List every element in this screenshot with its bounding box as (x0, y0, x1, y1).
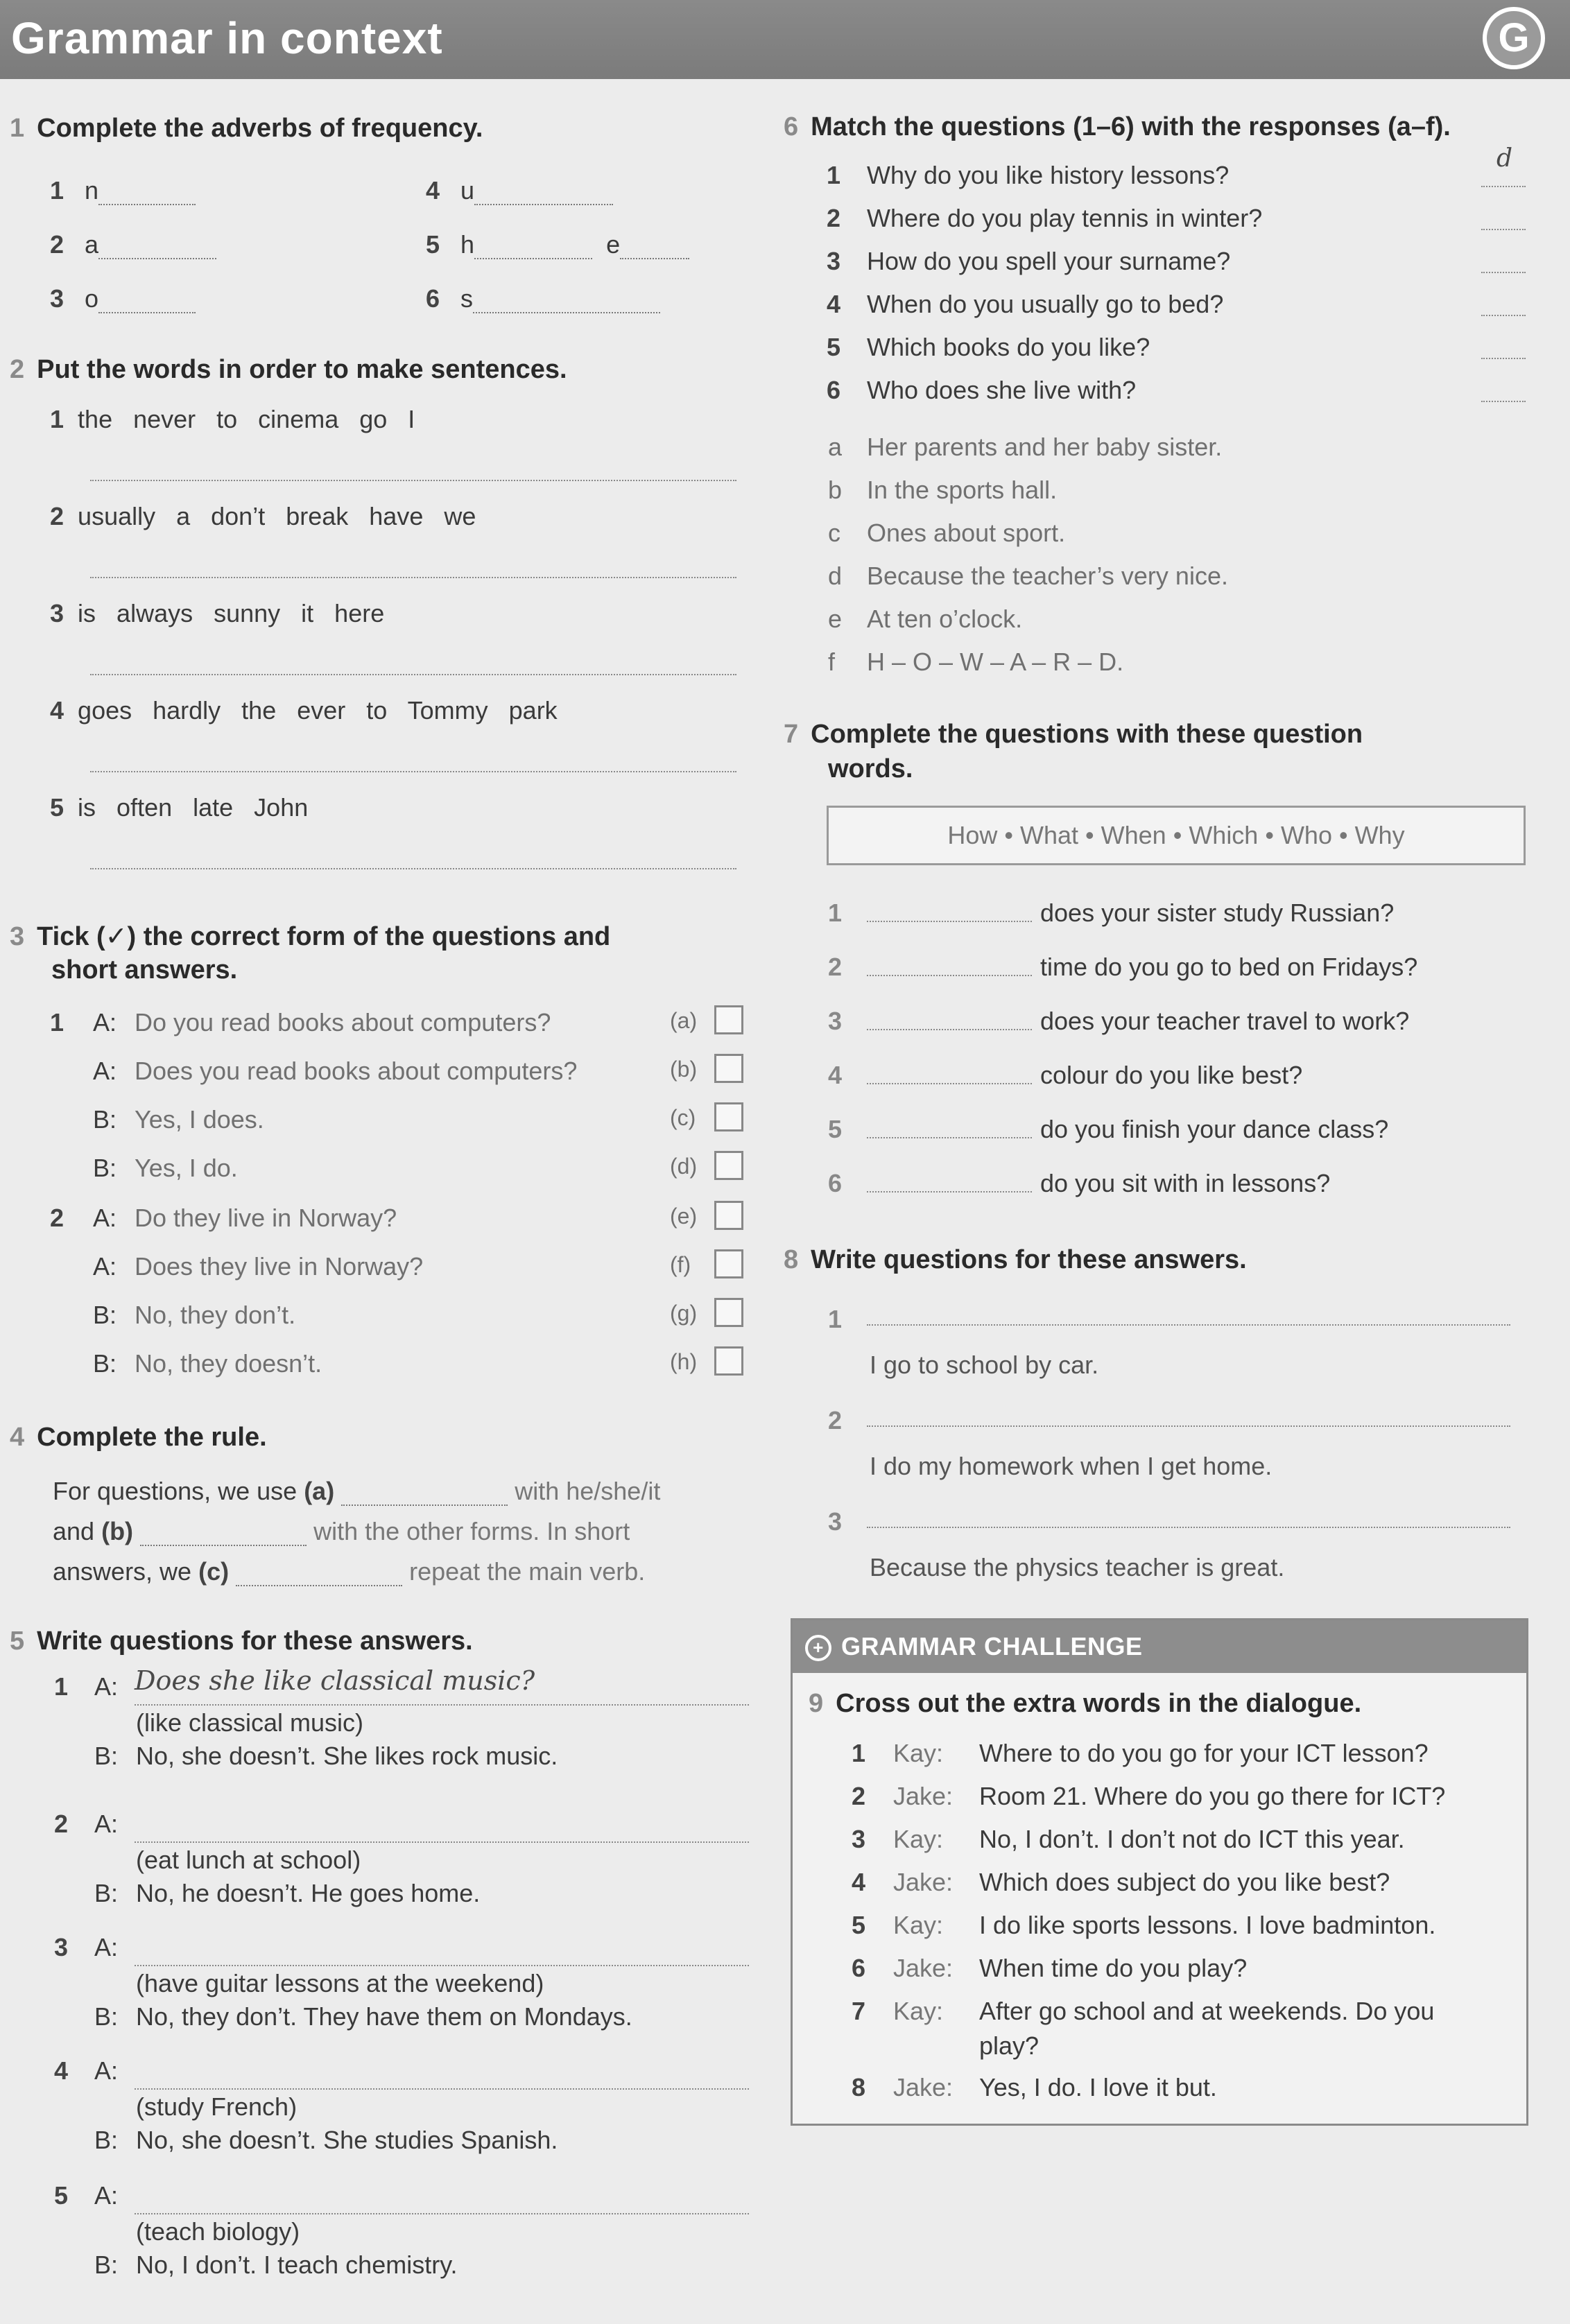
jumbled-words: the never to cinema go I (78, 405, 415, 433)
item-number: 1 (54, 1672, 69, 1701)
jumbled-words: is always sunny it here (78, 599, 385, 627)
response-text: At ten o’clock. (867, 605, 1023, 633)
answer-line[interactable] (90, 575, 736, 578)
item-number: 2 (828, 1406, 843, 1434)
response-text: Her parents and her baby sister. (867, 433, 1223, 461)
dialogue-text[interactable]: play? (979, 2031, 1040, 2060)
exercise-number: 1 (10, 114, 25, 143)
question-text: Why do you like history lessons? (867, 161, 1230, 189)
question-text: does your teacher travel to work? (1040, 1007, 1410, 1035)
ex3-option-row (93, 1154, 745, 1188)
exercise-7-heading-line2: words. (828, 754, 913, 783)
ex1-item-2 (50, 230, 216, 259)
option-text: Do they live in Norway? (135, 1204, 397, 1232)
given-answer: I do my homework when I get home. (870, 1452, 1273, 1480)
option-letter: (c) (670, 1105, 696, 1130)
ex1-item-1 (50, 176, 196, 205)
speaker-name: Jake: (893, 1868, 954, 1896)
match-answer-line[interactable] (1481, 184, 1526, 187)
ex2-item-1 (50, 405, 415, 434)
answer-line[interactable] (867, 1525, 1510, 1528)
question-text: Which books do you like? (867, 333, 1150, 361)
jumbled-words: is often late John (78, 793, 309, 822)
rule-text: with he/she/it (515, 1477, 661, 1505)
speaker-label: A: (94, 1672, 119, 1701)
item-number: 2 (54, 1810, 69, 1838)
ex1-item-3 (50, 284, 196, 313)
speaker-name: Jake: (893, 2073, 954, 2101)
exercise-8-heading (784, 1245, 1247, 1275)
ex3-group-2-number: 2 (50, 1204, 64, 1232)
exercise-4-heading (10, 1423, 267, 1452)
dialogue-text[interactable]: No, I don’t. I don’t not do ICT this year. (979, 1825, 1405, 1853)
question-text: do you finish your dance class? (1040, 1115, 1389, 1143)
reply-text: No, they don’t. They have them on Mondays. (136, 2002, 632, 2031)
ex1-item-4 (426, 176, 613, 205)
speaker-name: Kay: (893, 1825, 944, 1853)
item-number: 5 (827, 333, 841, 361)
question-word-box: How • What • When • Which • Who • Why (827, 806, 1526, 865)
speaker-label: A: (94, 2056, 119, 2085)
prompt-hint: (have guitar lessons at the weekend) (136, 1969, 544, 1997)
item-number: 6 (827, 376, 841, 404)
reply-text: No, she doesn’t. She studies Spanish. (136, 2126, 558, 2154)
item-number: 1 (827, 161, 841, 189)
speaker-name: Kay: (893, 1739, 944, 1767)
exercise-number: 3 (10, 922, 25, 951)
option-text: Does you read books about computers? (135, 1057, 578, 1085)
option-letter: (a) (670, 1008, 698, 1033)
item-number: 4 (828, 1061, 843, 1089)
rule-line-1 (53, 1477, 660, 1506)
exercise-3-heading (10, 921, 610, 952)
item-number: 1 (50, 176, 64, 205)
item-number: 6 (426, 284, 440, 313)
item-number: 2 (50, 502, 64, 530)
exercise-instruction: Tick (✓) the correct form of the questions and (37, 922, 611, 951)
exercise-number: 7 (784, 720, 799, 749)
reply-text: No, she doesn’t. She likes rock music. (136, 1742, 558, 1770)
tick-box[interactable] (714, 1298, 743, 1327)
letter-hint: o (85, 284, 99, 313)
item-number: 5 (50, 793, 64, 822)
item-number: 3 (54, 1933, 69, 1961)
page-title: Grammar in context (11, 13, 443, 63)
item-number: 3 (50, 599, 64, 627)
match-answer-line[interactable] (1481, 356, 1526, 359)
response-text: H – O – W – A – R – D. (867, 648, 1124, 676)
answer-line[interactable] (90, 478, 736, 481)
answer-blank[interactable] (620, 237, 689, 259)
exercise-6-heading (784, 112, 1451, 142)
line-number: 2 (852, 1782, 866, 1810)
ex3-option-row (93, 1252, 745, 1287)
tick-box[interactable] (714, 1201, 743, 1230)
speaker-label: B: (93, 1154, 117, 1182)
option-text: Yes, I do. (135, 1154, 238, 1182)
item-number: 5 (426, 230, 440, 259)
rule-text: with the other forms. In short (313, 1517, 630, 1545)
letter-hint: u (460, 176, 475, 205)
answer-line[interactable] (135, 1840, 749, 1843)
question-text: colour do you like best? (1040, 1061, 1303, 1089)
item-number: 4 (54, 2056, 69, 2085)
exercise-instruction: Write questions for these answers. (811, 1245, 1247, 1274)
ex2-item-4 (50, 696, 558, 725)
speaker-label: B: (93, 1301, 117, 1329)
answer-line[interactable] (135, 1963, 749, 1966)
blank-label: (b) (101, 1517, 134, 1545)
blank-label: (c) (198, 1557, 230, 1586)
match-answer-line[interactable] (1481, 313, 1526, 316)
response-letter: f (828, 648, 836, 676)
reply-text: No, I don’t. I teach chemistry. (136, 2251, 458, 2279)
answer-line[interactable] (135, 2087, 749, 2090)
response-letter: c (828, 519, 840, 547)
option-letter: (g) (670, 1301, 698, 1326)
speaker-name: Jake: (893, 1782, 954, 1810)
response-letter: a (828, 433, 843, 461)
dialogue-text[interactable]: After go school and at weekends. Do you (979, 1997, 1435, 2025)
ex3-group-1-number: 1 (50, 1008, 64, 1037)
item-number: 5 (828, 1115, 843, 1143)
answer-blank[interactable] (98, 237, 216, 259)
ex1-item-5 (426, 230, 689, 259)
response-letter: d (828, 562, 843, 590)
speaker-label: B: (94, 2126, 119, 2154)
match-answer-line[interactable] (1481, 227, 1526, 230)
rule-blank-b[interactable] (140, 1524, 307, 1546)
question-text: When do you usually go to bed? (867, 290, 1224, 318)
letter-hint: e (606, 230, 621, 259)
blank-label: (a) (304, 1477, 335, 1505)
rule-text: and (53, 1517, 102, 1545)
answer-line[interactable] (867, 1082, 1032, 1084)
response-text: In the sports hall. (867, 476, 1058, 504)
item-number: 4 (827, 290, 841, 318)
answer-blank[interactable] (98, 291, 196, 313)
question-text: time do you go to bed on Fridays? (1040, 953, 1418, 981)
answer-line[interactable] (867, 1027, 1032, 1030)
option-text: No, they doesn’t. (135, 1349, 322, 1378)
exercise-number: 8 (784, 1245, 799, 1274)
line-number: 5 (852, 1911, 866, 1939)
exercise-instruction: Write questions for these answers. (37, 1627, 473, 1656)
ex3-option-row (93, 1105, 745, 1140)
exercise-number: 9 (809, 1689, 824, 1718)
exercise-5-heading (10, 1627, 473, 1656)
item-number: 5 (54, 2181, 69, 2210)
question-text: How do you spell your surname? (867, 247, 1231, 275)
letter-hint: h (460, 230, 475, 259)
given-answer: I go to school by car. (870, 1351, 1099, 1379)
item-number: 3 (827, 247, 841, 275)
ex3-option-row (93, 1349, 745, 1384)
item-number: 2 (50, 230, 64, 259)
ex2-item-3 (50, 599, 384, 628)
dialogue-text[interactable]: Which does subject do you like best? (979, 1868, 1390, 1896)
line-number: 7 (852, 1997, 866, 2025)
answer-line[interactable] (867, 1323, 1510, 1326)
ex3-option-row (93, 1057, 745, 1091)
question-text: does your sister study Russian? (1040, 899, 1395, 927)
exercise-3-heading-line2: short answers. (51, 955, 238, 985)
line-number: 8 (852, 2073, 866, 2101)
ex2-item-5 (50, 793, 308, 822)
exercise-number: 5 (10, 1627, 25, 1656)
exercise-instruction: Complete the rule. (37, 1423, 267, 1452)
item-number: 3 (828, 1507, 843, 1536)
speaker-label: A: (93, 1057, 117, 1085)
question-text: Who does she live with? (867, 376, 1137, 404)
given-answer: Because the physics teacher is great. (870, 1553, 1285, 1581)
rule-text: answers, we (53, 1557, 199, 1586)
answer-line[interactable] (867, 1190, 1032, 1193)
match-answer-line[interactable] (1481, 270, 1526, 273)
exercise-2-heading (10, 355, 567, 385)
line-number: 4 (852, 1868, 866, 1896)
exercise-number: 6 (784, 112, 799, 141)
plus-circle-icon: + (805, 1635, 831, 1661)
line-number: 1 (852, 1739, 866, 1767)
tick-box[interactable] (714, 1102, 743, 1131)
exercise-instruction: Complete the questions with these question (811, 720, 1363, 749)
exercise-number: 4 (10, 1423, 25, 1452)
match-answer-line[interactable] (1481, 399, 1526, 402)
answer-text: Does she like classical music? (135, 1665, 535, 1696)
answer-blank[interactable] (98, 183, 196, 205)
rule-text: repeat the main verb. (409, 1557, 646, 1586)
grammar-challenge-label: GRAMMAR CHALLENGE (841, 1632, 1143, 1660)
tick-box[interactable] (714, 1151, 743, 1180)
answer-line[interactable] (135, 1703, 749, 1706)
option-letter: (d) (670, 1154, 698, 1179)
exercise-instruction: Put the words in order to make sentences. (37, 355, 567, 384)
item-number: 2 (828, 953, 843, 981)
ex3-option-row (93, 1204, 745, 1238)
prompt-hint: (like classical music) (136, 1708, 364, 1737)
match-answer: d (1496, 144, 1513, 173)
speaker-label: A: (93, 1252, 117, 1281)
item-number: 4 (50, 696, 64, 725)
jumbled-words: usually a don’t break have we (78, 502, 476, 530)
ex3-option-row (93, 1301, 745, 1335)
tick-box[interactable] (714, 1005, 743, 1034)
answer-line[interactable] (90, 673, 736, 675)
line-number: 3 (852, 1825, 866, 1853)
response-text: Ones about sport. (867, 519, 1066, 547)
tick-box[interactable] (714, 1054, 743, 1083)
tick-box[interactable] (714, 1249, 743, 1278)
line-number: 6 (852, 1954, 866, 1982)
answer-blank[interactable] (474, 183, 613, 205)
exercise-instruction: Complete the adverbs of frequency. (37, 114, 483, 143)
speaker-label: A: (94, 2181, 119, 2210)
dialogue-text[interactable]: Yes, I do. I love it but. (979, 2073, 1217, 2101)
answer-line[interactable] (867, 973, 1032, 976)
item-number: 1 (828, 899, 843, 927)
question-text: do you sit with in lessons? (1040, 1169, 1331, 1197)
question-text: Where do you play tennis in winter? (867, 204, 1263, 232)
speaker-label: B: (94, 1742, 119, 1770)
speaker-label: B: (93, 1105, 117, 1134)
option-text: Yes, I does. (135, 1105, 264, 1134)
answer-blank[interactable] (473, 291, 660, 313)
prompt-hint: (study French) (136, 2092, 297, 2121)
letter-hint: a (85, 230, 99, 259)
option-letter: (f) (670, 1252, 691, 1277)
speaker-label: A: (93, 1204, 117, 1232)
dialogue-text[interactable]: Where to do you go for your ICT lesson? (979, 1739, 1429, 1767)
response-letter: b (828, 476, 843, 504)
speaker-name: Kay: (893, 1997, 944, 2025)
rule-line-3 (53, 1557, 645, 1586)
exercise-instruction: Match the questions (1–6) with the responses (a–f). (811, 112, 1451, 141)
speaker-label: B: (94, 2251, 119, 2279)
ex3-option-row (93, 1008, 745, 1043)
item-number: 3 (828, 1007, 843, 1035)
item-number: 2 (827, 204, 841, 232)
dialogue-text[interactable]: Room 21. Where do you go there for ICT? (979, 1782, 1446, 1810)
rule-blank-c[interactable] (236, 1564, 402, 1586)
grammar-g-icon: G (1483, 7, 1545, 69)
prompt-hint: (eat lunch at school) (136, 1846, 361, 1874)
speaker-name: Kay: (893, 1911, 944, 1939)
exercise-1-heading (10, 114, 483, 144)
option-letter: (b) (670, 1057, 698, 1082)
answer-line[interactable] (90, 770, 736, 772)
exercise-7-heading (784, 720, 1363, 749)
speaker-label: B: (94, 1879, 119, 1907)
option-letter: (h) (670, 1349, 698, 1374)
answer-line[interactable] (867, 919, 1032, 922)
answer-line[interactable] (867, 1424, 1510, 1427)
letter-hint: n (85, 176, 99, 205)
prompt-hint: (teach biology) (136, 2217, 300, 2246)
option-text: Does they live in Norway? (135, 1252, 424, 1281)
response-letter: e (828, 605, 843, 633)
ex1-item-6 (426, 284, 660, 313)
reply-text: No, he doesn’t. He goes home. (136, 1879, 481, 1907)
item-number: 6 (828, 1169, 843, 1197)
grammar-challenge-header (793, 1620, 1526, 1673)
dialogue-text[interactable]: I do like sports lessons. I love badminton. (979, 1911, 1436, 1939)
speaker-label: B: (94, 2002, 119, 2031)
item-number: 3 (50, 284, 64, 313)
page-header (0, 0, 1570, 79)
tick-box[interactable] (714, 1346, 743, 1376)
speaker-label: A: (93, 1008, 117, 1037)
letter-hint: s (460, 284, 474, 313)
option-text: Do you read books about computers? (135, 1008, 551, 1037)
jumbled-words: goes hardly the ever to Tommy park (78, 696, 558, 725)
speaker-label: A: (94, 1933, 119, 1961)
option-text: No, they don’t. (135, 1301, 296, 1329)
answer-blank[interactable] (474, 237, 592, 259)
rule-blank-a[interactable] (341, 1484, 508, 1506)
rule-line-2 (53, 1517, 630, 1546)
option-letter: (e) (670, 1204, 698, 1229)
answer-line[interactable] (867, 1136, 1032, 1138)
item-number: 1 (828, 1305, 843, 1333)
answer-line[interactable] (135, 2212, 749, 2214)
speaker-name: Jake: (893, 1954, 954, 1982)
ex2-item-2 (50, 502, 476, 531)
rule-text: For questions, we use (53, 1477, 304, 1505)
exercise-number: 2 (10, 355, 25, 384)
speaker-label: A: (94, 1810, 119, 1838)
response-text: Because the teacher’s very nice. (867, 562, 1228, 590)
speaker-label: B: (93, 1349, 117, 1378)
dialogue-text[interactable]: When time do you play? (979, 1954, 1248, 1982)
answer-line[interactable] (90, 867, 736, 869)
exercise-9-heading (809, 1689, 1361, 1719)
item-number: 4 (426, 176, 440, 205)
item-number: 1 (50, 405, 64, 433)
exercise-instruction: Cross out the extra words in the dialogue. (836, 1689, 1362, 1718)
